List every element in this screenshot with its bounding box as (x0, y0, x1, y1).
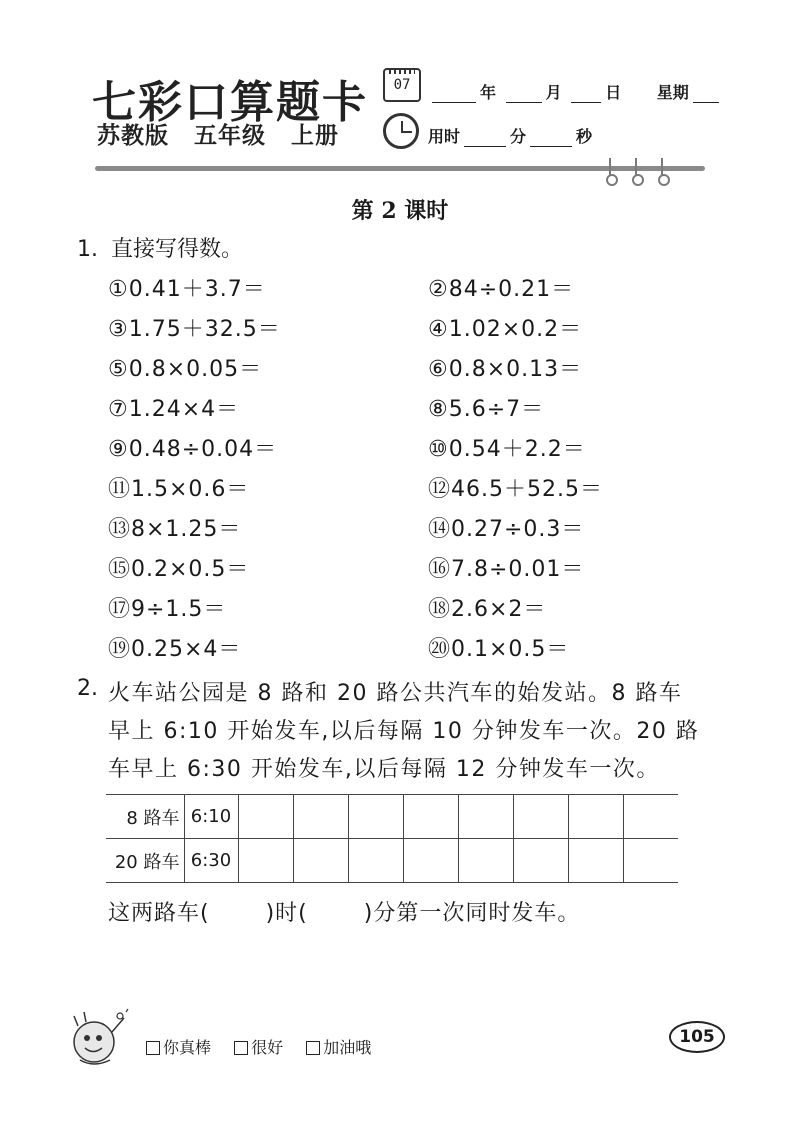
second-label: 秒 (576, 127, 593, 146)
blank-cell[interactable] (568, 839, 623, 883)
blank-cell[interactable] (348, 839, 403, 883)
answer-sentence (108, 896, 580, 927)
question-1-prompt: 直接写得数。 (111, 237, 244, 262)
blank-cell[interactable] (293, 795, 348, 839)
first-departure: 6:30 (184, 839, 238, 883)
calc-item: ⑪1.5×0.6＝ (108, 477, 250, 502)
calc-item: ⑰9÷1.5＝ (108, 597, 227, 622)
calc-item: ⑬8×1.25＝ (108, 517, 242, 542)
edition-info (97, 117, 355, 150)
bus-schedule-table (106, 794, 678, 883)
rating-option[interactable]: 加油哦 (306, 1038, 371, 1057)
calendar-icon (383, 68, 421, 102)
calc-item: ①0.41＋3.7＝ (108, 277, 266, 302)
first-departure: 6:10 (184, 795, 238, 839)
binder-pin-icon (606, 158, 614, 182)
calendar-number: 07 (393, 77, 411, 93)
blank-cell[interactable] (623, 839, 678, 883)
year-label: 年 (480, 83, 497, 102)
day-label: 日 (605, 83, 622, 102)
calc-item: ⑯7.8÷0.01＝ (428, 557, 585, 582)
edition-grade: 五年级 (194, 123, 267, 149)
calc-item: ⑳0.1×0.5＝ (428, 637, 570, 662)
question-1-number: 1. (77, 237, 98, 262)
mascot-icon (68, 1008, 130, 1070)
checkbox-icon[interactable] (146, 1041, 160, 1055)
question-2-number: 2. (77, 676, 98, 701)
self-rating (146, 1035, 389, 1058)
blank-cell[interactable] (623, 795, 678, 839)
question-2-line: 早上 6:10 开始发车,以后每隔 10 分钟发车一次。20 路 (108, 719, 700, 744)
calc-item: ⑭0.27÷0.3＝ (428, 517, 585, 542)
blank-cell[interactable] (403, 795, 458, 839)
time-used-label: 用时 (428, 127, 461, 146)
blank-cell[interactable] (238, 795, 293, 839)
calc-item: ⑥0.8×0.13＝ (428, 357, 583, 382)
table-row (106, 839, 678, 883)
calc-item: ⑱2.6×2＝ (428, 597, 547, 622)
clock-icon (383, 113, 419, 149)
binder-pin-icon (632, 158, 640, 182)
rating-option[interactable]: 你真棒 (146, 1038, 211, 1057)
time-used-line (428, 124, 592, 147)
calc-item: ②84÷0.21＝ (428, 277, 575, 302)
checkbox-icon[interactable] (234, 1041, 248, 1055)
blank-cell[interactable] (458, 839, 513, 883)
calc-item: ⑧5.6÷7＝ (428, 397, 545, 422)
blank-cell[interactable] (403, 839, 458, 883)
blank-cell[interactable] (293, 839, 348, 883)
weekday-label: 星期 (656, 83, 689, 102)
calc-item: ⑨0.48÷0.04＝ (108, 437, 278, 462)
calc-item: ④1.02×0.2＝ (428, 317, 583, 342)
edition-volume: 上册 (291, 123, 340, 149)
blank-cell[interactable] (348, 795, 403, 839)
page-number: 105 (669, 1021, 725, 1053)
binder-pin-icon (658, 158, 666, 182)
blank-cell[interactable] (513, 839, 568, 883)
minute-label: 分 (510, 127, 527, 146)
answer-text: )时( (265, 901, 308, 926)
blank-cell[interactable] (238, 839, 293, 883)
calc-item: ⑤0.8×0.05＝ (108, 357, 263, 382)
route-label: 20 路车 (106, 839, 184, 883)
question-2-line: 火车站公园是 8 路和 20 路公共汽车的始发站。8 路车 (108, 681, 683, 706)
table-row (106, 795, 678, 839)
date-line (428, 80, 723, 103)
answer-text: )分第一次同时发车。 (363, 901, 581, 926)
calc-item: ⑲0.25×4＝ (108, 637, 242, 662)
calc-item: ⑫46.5＋52.5＝ (428, 477, 603, 502)
calc-item: ③1.75＋32.5＝ (108, 317, 281, 342)
brand-title: 七彩口算题卡 (92, 77, 368, 128)
answer-text: 这两路车( (108, 901, 210, 926)
blank-cell[interactable] (458, 795, 513, 839)
calc-item: ⑦1.24×4＝ (108, 397, 240, 422)
calc-item: ⑩0.54＋2.2＝ (428, 437, 586, 462)
route-label: 8 路车 (106, 795, 184, 839)
month-label: 月 (545, 83, 562, 102)
question-1-heading (77, 232, 243, 263)
lesson-title: 第 2 课时 (351, 198, 449, 224)
checkbox-icon[interactable] (306, 1041, 320, 1055)
blank-cell[interactable] (568, 795, 623, 839)
rating-option[interactable]: 很好 (234, 1038, 283, 1057)
calc-item: ⑮0.2×0.5＝ (108, 557, 250, 582)
blank-cell[interactable] (513, 795, 568, 839)
question-2-line: 车早上 6:30 开始发车,以后每隔 12 分钟发车一次。 (108, 757, 660, 782)
edition-publisher: 苏教版 (97, 123, 169, 149)
